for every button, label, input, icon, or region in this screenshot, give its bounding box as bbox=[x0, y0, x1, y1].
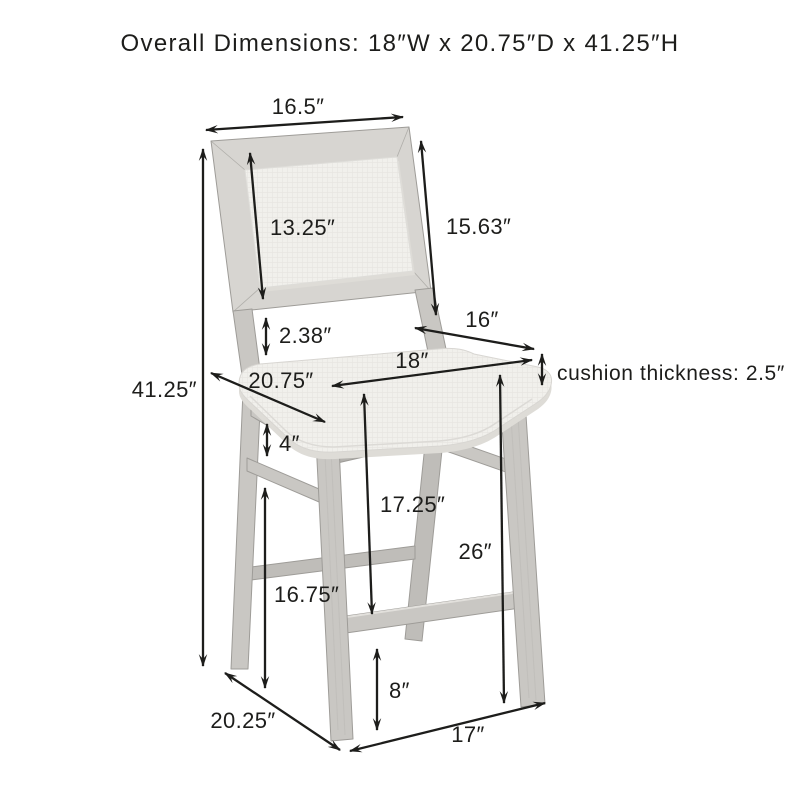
dim-footrest-to-floor bbox=[377, 649, 410, 730]
dim-label-seat-height: 26″ bbox=[458, 539, 492, 564]
dim-label-base-width: 17″ bbox=[451, 722, 485, 747]
dim-label-seat-width: 18″ bbox=[395, 348, 429, 373]
dim-backrest-seat-gap bbox=[266, 318, 332, 355]
dim-label-seat-depth: 20.75″ bbox=[248, 368, 314, 393]
back-left-leg bbox=[231, 389, 261, 669]
dim-backrest-width bbox=[206, 94, 403, 130]
dim-label-backrest-seat-gap: 2.38″ bbox=[279, 323, 332, 348]
dim-backrest-height bbox=[421, 141, 511, 315]
dim-cushion-thickness bbox=[542, 354, 785, 385]
dim-label-cushion-thickness: cushion thickness: 2.5″ bbox=[557, 362, 785, 385]
dim-label-footrest-to-floor: 8″ bbox=[389, 678, 410, 703]
front-right-leg bbox=[500, 396, 545, 707]
dim-label-backrest-panel-height: 13.25″ bbox=[270, 215, 336, 240]
dim-label-backrest-height: 15.63″ bbox=[446, 214, 512, 239]
footrest bbox=[339, 590, 527, 634]
dim-arrow-base-width bbox=[350, 703, 545, 751]
dim-base-width bbox=[350, 703, 545, 751]
overall-dimensions-title: Overall Dimensions: 18″W x 20.75″D x 41.25″H bbox=[120, 30, 680, 57]
dim-label-base-depth: 20.25″ bbox=[210, 708, 276, 733]
dim-base-depth bbox=[210, 673, 340, 750]
dim-label-stretcher-to-floor: 16.75″ bbox=[274, 582, 340, 607]
dim-label-seat-depth-back: 16″ bbox=[465, 307, 499, 332]
dim-overall-height bbox=[132, 149, 203, 666]
dim-label-overall-height: 41.25″ bbox=[131, 377, 197, 402]
dim-label-seat-to-footrest: 17.25″ bbox=[380, 492, 446, 517]
dim-label-apron-stretcher-gap: 4″ bbox=[279, 431, 300, 456]
dim-label-backrest-width: 16.5″ bbox=[271, 94, 325, 119]
